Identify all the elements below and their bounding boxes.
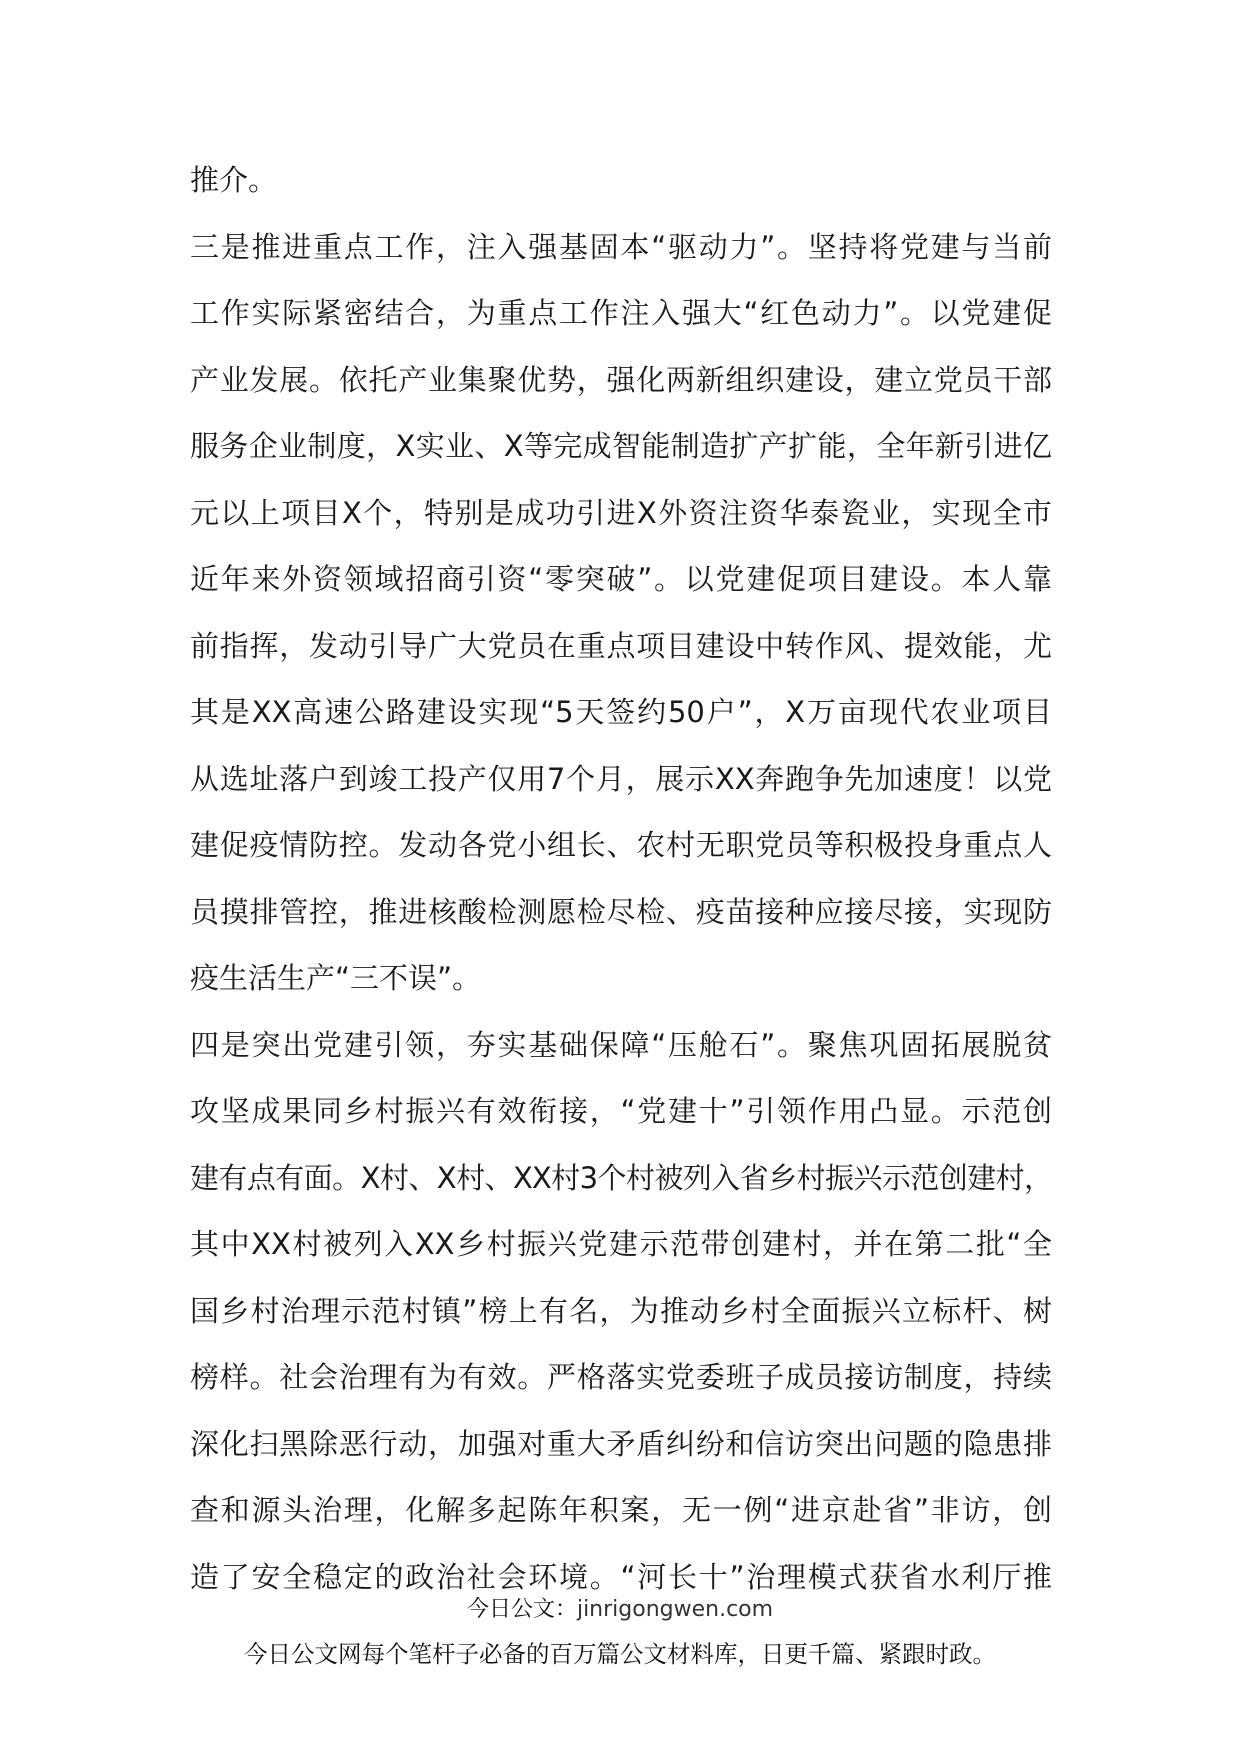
text-line: 三是推进重点工作，注入强基固本“驱动力”。坚持将党建与当前	[190, 229, 1052, 264]
text-line: 建促疫情防控。发动各党小组长、农村无职党员等积极投身重点人	[190, 828, 1052, 862]
text-line: 从选址落户到竣工投产仅用7个月，展示XX奔跑争先加速度！以党	[190, 761, 1052, 796]
footer-slogan: 今日公文网每个笔杆子必备的百万篇公文材料库，日更千篇、紧跟时政。	[244, 1640, 996, 1668]
text-line: 前指挥，发动引导广大党员在重点项目建设中转作风、提效能，尤	[190, 628, 1052, 663]
text-line: 服务企业制度，X实业、X等完成智能制造扩产扩能，全年新引进亿	[190, 429, 1052, 463]
document-body	[190, 147, 1052, 1610]
text-line: 造了安全稳定的政治社会环境。“河长十”治理模式获省水利厅推	[190, 1559, 1052, 1594]
text-line: 其中XX村被列入XX乡村振兴党建示范带创建村，并在第二批“全	[190, 1227, 1052, 1261]
footer-source-label: 今日公文：	[466, 1597, 577, 1622]
text-line: 建有点有面。X村、X村、XX村3个村被列入省乡村振兴示范创建村，	[190, 1160, 1052, 1195]
text-line: 元以上项目X个，特别是成功引进X外资注资华泰瓷业，实现全市	[190, 495, 1052, 530]
text-line: 深化扫黑除恶行动，加强对重大矛盾纠纷和信访突出问题的隐患排	[190, 1426, 1052, 1461]
text-line: 攻坚成果同乡村振兴有效衔接，“党建十”引领作用凸显。示范创	[190, 1094, 1052, 1128]
text-line: 近年来外资领域招商引资“零突破”。以党建促项目建设。本人靠	[190, 562, 1052, 596]
footer-source-link[interactable]: jinrigongwen.com	[576, 1597, 774, 1622]
text-line: 产业发展。依托产业集聚优势，强化两新组织建设，建立党员干部	[190, 362, 1052, 397]
text-line: 查和源头治理，化解多起陈年积案，无一例“进京赴省”非访，创	[190, 1493, 1052, 1527]
footer-source	[0, 1592, 1240, 1628]
text-line: 员摸排管控，推进核酸检测愿检尽检、疫苗接种应接尽接，实现防	[190, 894, 1052, 929]
text-line: 其是XX高速公路建设实现“5天签约50户”，X万亩现代农业项目	[190, 695, 1052, 729]
text-line: 工作实际紧密结合，为重点工作注入强大“红色动力”。以党建促	[190, 296, 1052, 330]
text-line: 疫生活生产“三不误”。	[190, 961, 482, 995]
text-line: 四是突出党建引领，夯实基础保障“压舱石”。聚焦巩固拓展脱贫	[190, 1027, 1052, 1062]
text-line: 推介。	[190, 163, 278, 197]
text-line: 榜样。社会治理有为有效。严格落实党委班子成员接访制度，持续	[190, 1360, 1052, 1394]
text-line: 国乡村治理示范村镇”榜上有名，为推动乡村全面振兴立标杆、树	[190, 1293, 1052, 1328]
